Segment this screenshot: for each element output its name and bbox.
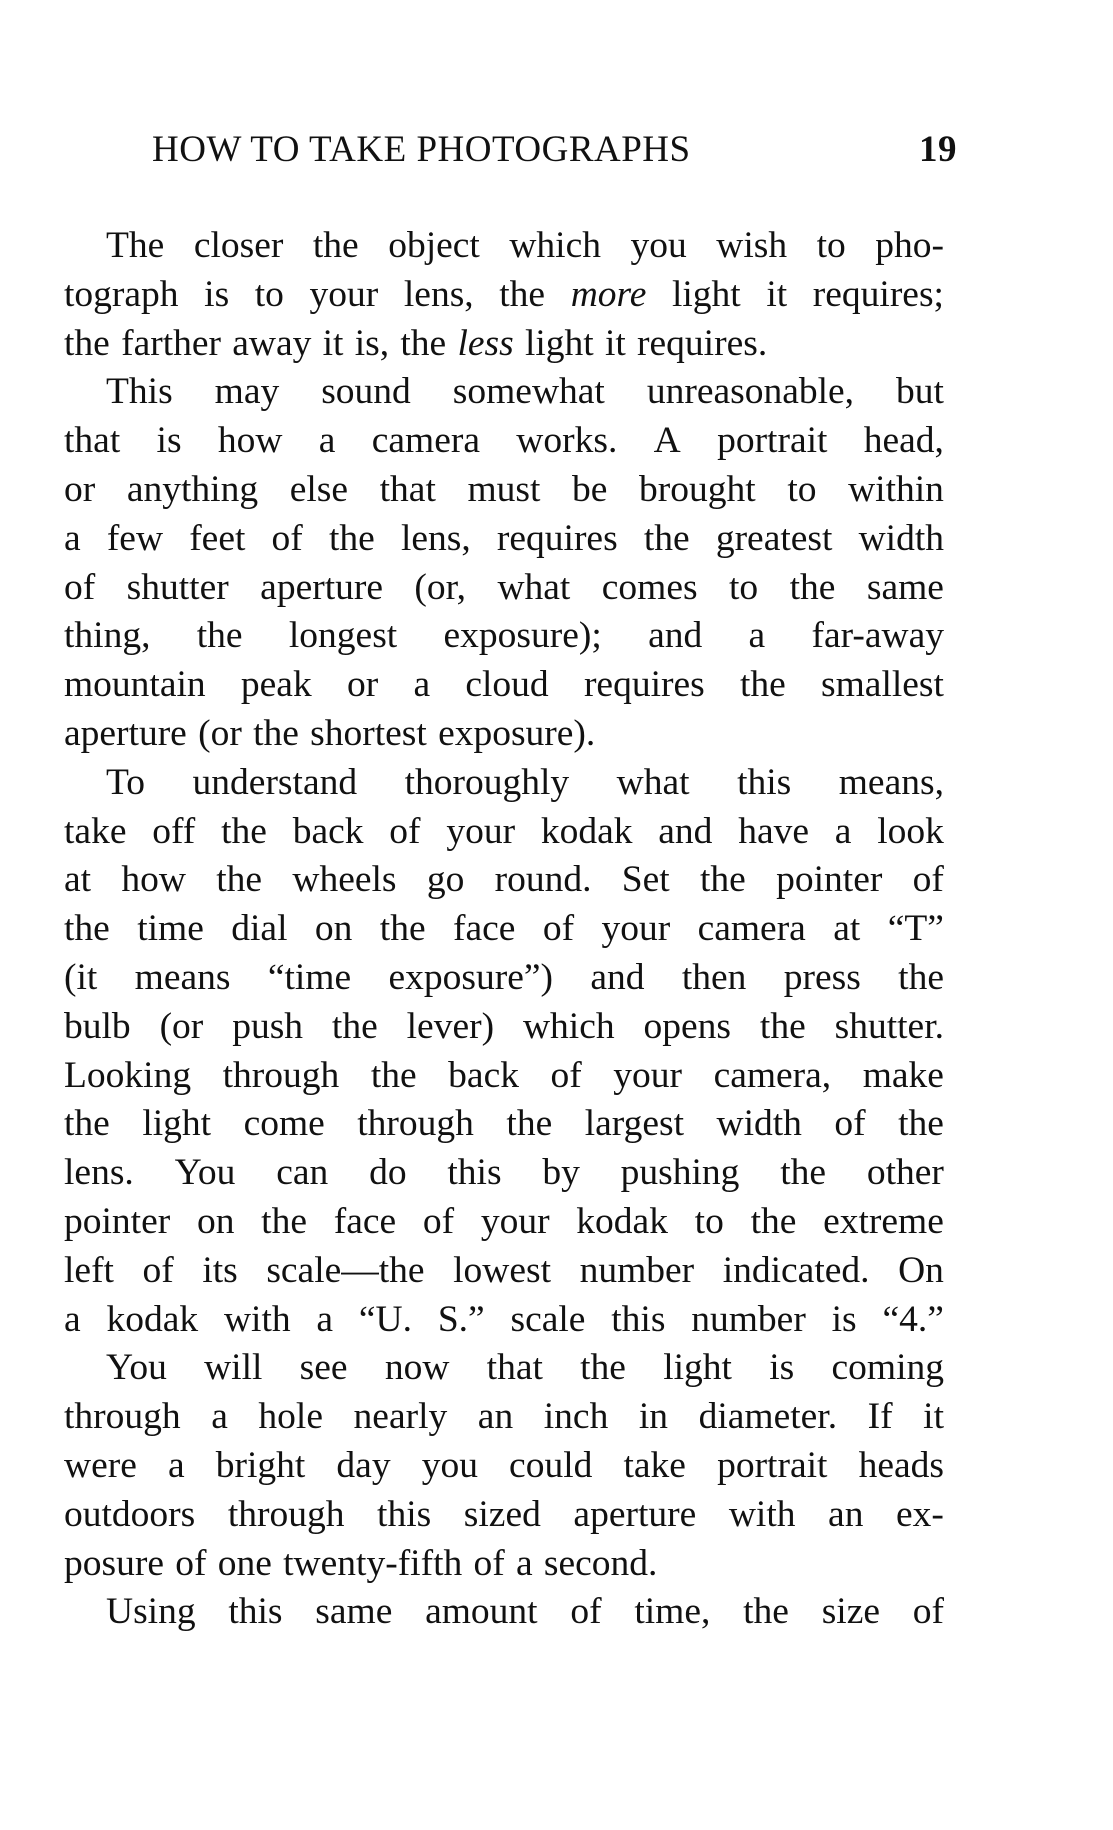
word: see bbox=[299, 1347, 348, 1389]
word: bright bbox=[215, 1444, 306, 1486]
text-line bbox=[64, 1247, 944, 1296]
word: comes bbox=[601, 566, 698, 608]
word: come bbox=[243, 1103, 325, 1145]
word: kodak bbox=[540, 810, 633, 852]
word: requires bbox=[496, 517, 618, 559]
word: then bbox=[681, 956, 747, 998]
word: light bbox=[142, 1103, 212, 1145]
text-line bbox=[64, 612, 944, 661]
text-line bbox=[64, 759, 944, 808]
word: Using bbox=[106, 1591, 196, 1633]
text-line bbox=[64, 661, 944, 710]
word: this bbox=[228, 1591, 283, 1633]
word: a bbox=[834, 810, 852, 852]
word: “time bbox=[267, 956, 352, 998]
word: how bbox=[217, 420, 283, 462]
word: face bbox=[333, 1200, 397, 1242]
word: the bbox=[743, 1591, 789, 1633]
text-line bbox=[64, 1003, 944, 1052]
word: Looking bbox=[64, 1054, 192, 1096]
word: object bbox=[388, 225, 480, 266]
word: more bbox=[570, 273, 647, 315]
word: through bbox=[64, 1396, 181, 1438]
word: and bbox=[590, 956, 645, 998]
word: “4.” bbox=[882, 1298, 944, 1340]
word: a bbox=[413, 664, 431, 706]
text-line bbox=[64, 1052, 944, 1101]
word: your bbox=[613, 1054, 683, 1096]
word: do bbox=[369, 1152, 407, 1194]
word: of bbox=[271, 517, 303, 559]
word: is bbox=[831, 1298, 857, 1340]
word: requires bbox=[583, 664, 705, 706]
word: same bbox=[315, 1591, 393, 1633]
word: this bbox=[377, 1493, 432, 1535]
word: means, bbox=[838, 761, 944, 803]
word: You bbox=[106, 1347, 167, 1389]
word: camera, bbox=[713, 1054, 832, 1096]
word: the bbox=[580, 1347, 626, 1389]
word: smallest bbox=[821, 664, 944, 706]
word: hole bbox=[258, 1396, 323, 1438]
page-header bbox=[152, 128, 962, 178]
word: face bbox=[453, 908, 516, 950]
word: pointer bbox=[776, 859, 883, 901]
word: a bbox=[64, 517, 81, 559]
word: of bbox=[64, 566, 96, 608]
word: shortest bbox=[310, 712, 427, 754]
word: through bbox=[227, 1493, 345, 1535]
text-line bbox=[64, 710, 944, 759]
word: the bbox=[700, 859, 746, 901]
text-line bbox=[64, 1491, 944, 1540]
word: in bbox=[638, 1396, 669, 1438]
word: posure bbox=[64, 1542, 164, 1584]
word: to bbox=[254, 273, 284, 315]
word: else bbox=[289, 468, 349, 510]
word: you bbox=[630, 225, 687, 266]
word: coming bbox=[831, 1347, 944, 1389]
word: take bbox=[623, 1444, 686, 1486]
text-line bbox=[64, 1100, 944, 1149]
word: left bbox=[64, 1249, 114, 1291]
word: other bbox=[866, 1152, 944, 1194]
word: bulb bbox=[64, 1005, 131, 1047]
word: kodak bbox=[106, 1298, 199, 1340]
text-line bbox=[64, 1296, 944, 1345]
word: works. bbox=[516, 420, 618, 462]
text-line bbox=[64, 515, 944, 564]
word: its bbox=[202, 1249, 238, 1291]
word: your bbox=[446, 810, 516, 852]
word: the bbox=[898, 1103, 944, 1145]
word: means bbox=[134, 956, 231, 998]
word: or bbox=[346, 664, 379, 706]
word: which bbox=[522, 1005, 615, 1047]
word: width bbox=[716, 1103, 802, 1145]
word: heads bbox=[858, 1444, 944, 1486]
word: width bbox=[858, 517, 944, 559]
word: to bbox=[816, 225, 846, 266]
word: your bbox=[601, 908, 671, 950]
word: the bbox=[370, 1054, 417, 1096]
word: camera bbox=[371, 420, 480, 462]
word: that bbox=[379, 468, 436, 510]
text-line bbox=[64, 222, 944, 271]
word: same bbox=[866, 566, 944, 608]
word: light bbox=[663, 1347, 732, 1389]
word: kodak bbox=[576, 1200, 668, 1242]
word: brought bbox=[639, 468, 756, 510]
word: lens, bbox=[400, 517, 471, 559]
word: inch bbox=[543, 1396, 609, 1438]
word: farther bbox=[121, 322, 221, 364]
text-line bbox=[64, 1588, 944, 1637]
word: far-away bbox=[811, 615, 944, 657]
word: head, bbox=[863, 420, 944, 462]
word: to bbox=[729, 566, 759, 608]
word: the bbox=[64, 322, 110, 364]
word: away bbox=[232, 322, 312, 364]
word: the bbox=[643, 517, 690, 559]
word: press bbox=[783, 956, 861, 998]
word: less bbox=[457, 322, 514, 364]
word: camera bbox=[697, 908, 806, 950]
text-line bbox=[64, 368, 944, 417]
word: extreme bbox=[823, 1200, 944, 1242]
word: with bbox=[728, 1493, 796, 1535]
word: a bbox=[211, 1396, 228, 1438]
word: the bbox=[789, 566, 836, 608]
word: of bbox=[389, 810, 421, 852]
word: pho- bbox=[875, 225, 944, 266]
word: (it bbox=[64, 956, 98, 998]
word: your bbox=[480, 1200, 550, 1242]
word: ex- bbox=[896, 1493, 944, 1535]
word: and bbox=[658, 810, 713, 852]
word: greatest bbox=[715, 517, 833, 559]
word: exposure); bbox=[443, 615, 602, 657]
word: what bbox=[497, 566, 571, 608]
word: the bbox=[759, 1005, 806, 1047]
word: exposure). bbox=[438, 712, 596, 754]
word: were bbox=[64, 1444, 137, 1486]
word: thoroughly bbox=[404, 761, 570, 803]
word: indicated. bbox=[722, 1249, 870, 1291]
word: time bbox=[137, 908, 204, 950]
word: nearly bbox=[353, 1396, 448, 1438]
word: exposure”) bbox=[388, 956, 553, 998]
word: the bbox=[499, 273, 546, 315]
word: the bbox=[261, 1200, 307, 1242]
word: round. bbox=[494, 859, 592, 901]
text-line bbox=[64, 564, 944, 613]
word: lens. bbox=[64, 1152, 134, 1194]
word: you bbox=[421, 1444, 478, 1486]
text-line bbox=[64, 1442, 944, 1491]
word: to bbox=[787, 468, 817, 510]
word: wish bbox=[716, 225, 788, 266]
word: can bbox=[276, 1152, 329, 1194]
running-title: HOW TO TAKE PHOTOGRAPHS bbox=[152, 129, 691, 170]
word: the bbox=[253, 712, 299, 754]
word: To bbox=[106, 761, 146, 803]
text-line bbox=[64, 1149, 944, 1198]
word: opens bbox=[643, 1005, 732, 1047]
word: by bbox=[542, 1152, 580, 1194]
word: peak bbox=[240, 664, 312, 706]
word: the bbox=[400, 322, 447, 364]
word: time, bbox=[634, 1591, 711, 1633]
word: go bbox=[426, 859, 465, 901]
word: this bbox=[611, 1298, 666, 1340]
word: that bbox=[486, 1347, 543, 1389]
word: second. bbox=[543, 1542, 658, 1584]
word: If bbox=[867, 1396, 893, 1438]
text-line bbox=[64, 466, 944, 515]
word: is bbox=[204, 273, 230, 315]
word: the bbox=[506, 1103, 553, 1145]
word: a bbox=[318, 420, 336, 462]
word: it bbox=[604, 322, 626, 364]
word: diameter. bbox=[698, 1396, 838, 1438]
word: on bbox=[314, 908, 353, 950]
word: requires; bbox=[812, 273, 944, 315]
text-line bbox=[64, 905, 944, 954]
word: anything bbox=[126, 468, 259, 510]
word: portrait bbox=[717, 1444, 828, 1486]
word: through bbox=[222, 1054, 340, 1096]
word: the bbox=[216, 859, 263, 901]
word: the bbox=[780, 1152, 827, 1194]
text-line bbox=[64, 808, 944, 857]
word: shutter. bbox=[834, 1005, 944, 1047]
text-line bbox=[64, 417, 944, 466]
word: an bbox=[828, 1493, 864, 1535]
word: the bbox=[739, 664, 786, 706]
word: at bbox=[64, 859, 92, 901]
word: A bbox=[653, 420, 681, 462]
word: of bbox=[912, 859, 944, 901]
word: must bbox=[467, 468, 541, 510]
word: number bbox=[691, 1298, 806, 1340]
text-line bbox=[64, 1540, 944, 1589]
word: outdoors bbox=[64, 1493, 196, 1535]
word: light bbox=[671, 273, 741, 315]
word: the bbox=[312, 225, 359, 266]
word: feet bbox=[189, 517, 246, 559]
word: and bbox=[648, 615, 703, 657]
word: a bbox=[167, 1444, 185, 1486]
word: You bbox=[174, 1152, 236, 1194]
word: which bbox=[509, 225, 601, 266]
word: could bbox=[509, 1444, 593, 1486]
text-line bbox=[64, 1344, 944, 1393]
word: make bbox=[862, 1054, 944, 1096]
word: look bbox=[877, 810, 944, 852]
word: an bbox=[477, 1396, 514, 1438]
word: (or, bbox=[414, 566, 467, 608]
word: pointer bbox=[64, 1200, 171, 1242]
page-number: 19 bbox=[919, 129, 957, 170]
word: this bbox=[447, 1152, 502, 1194]
word: scale—the bbox=[266, 1249, 425, 1291]
word: the bbox=[331, 1005, 378, 1047]
word: but bbox=[896, 371, 944, 413]
word: the bbox=[221, 810, 267, 852]
word: the bbox=[64, 1103, 110, 1145]
word: a bbox=[64, 1298, 81, 1340]
word: how bbox=[121, 859, 186, 901]
word: shutter bbox=[126, 566, 229, 608]
word: the bbox=[750, 1200, 797, 1242]
word: Set bbox=[621, 859, 670, 901]
word: sound bbox=[321, 371, 411, 413]
word: “U. bbox=[358, 1298, 412, 1340]
word: of bbox=[912, 1591, 944, 1633]
word: somewhat bbox=[452, 371, 605, 413]
word: tograph bbox=[64, 273, 179, 315]
word: one bbox=[217, 1542, 272, 1584]
word: it bbox=[923, 1396, 944, 1438]
word: aperture bbox=[64, 712, 187, 754]
word: “T” bbox=[887, 908, 944, 950]
word: unreasonable, bbox=[646, 371, 855, 413]
word: it bbox=[322, 322, 344, 364]
word: scale bbox=[510, 1298, 586, 1340]
word: of bbox=[473, 1542, 505, 1584]
word: lever) bbox=[406, 1005, 495, 1047]
word: take bbox=[64, 810, 127, 852]
word: back bbox=[448, 1054, 519, 1096]
word: The bbox=[106, 225, 165, 266]
word: the bbox=[196, 615, 243, 657]
word: this bbox=[737, 761, 792, 803]
word: on bbox=[196, 1200, 235, 1242]
word: a bbox=[748, 615, 766, 657]
word: now bbox=[384, 1347, 450, 1389]
word: light bbox=[524, 322, 594, 364]
word: S.” bbox=[437, 1298, 485, 1340]
word: number bbox=[579, 1249, 695, 1291]
text-line bbox=[64, 1198, 944, 1247]
word: On bbox=[898, 1249, 944, 1291]
word: is bbox=[769, 1347, 795, 1389]
word: portrait bbox=[717, 420, 828, 462]
word: of bbox=[542, 908, 575, 950]
word: twenty-fifth bbox=[283, 1542, 463, 1584]
word: cloud bbox=[465, 664, 549, 706]
word: the bbox=[64, 908, 110, 950]
word: pushing bbox=[620, 1152, 740, 1194]
word: largest bbox=[584, 1103, 685, 1145]
word: a bbox=[516, 1542, 533, 1584]
word: push bbox=[232, 1005, 304, 1047]
word: is, bbox=[354, 322, 390, 364]
word: through bbox=[357, 1103, 474, 1145]
word: few bbox=[106, 517, 164, 559]
word: of bbox=[834, 1103, 866, 1145]
word: (or bbox=[198, 712, 242, 754]
word: a bbox=[316, 1298, 334, 1340]
word: within bbox=[848, 468, 944, 510]
word: or bbox=[64, 468, 96, 510]
word: will bbox=[204, 1347, 263, 1389]
word: wheels bbox=[292, 859, 397, 901]
word: day bbox=[336, 1444, 391, 1486]
body-text bbox=[64, 222, 944, 1637]
word: the bbox=[379, 908, 426, 950]
word: aperture bbox=[260, 566, 383, 608]
word: dial bbox=[231, 908, 288, 950]
word: of bbox=[142, 1249, 174, 1291]
word: have bbox=[738, 810, 810, 852]
word: aperture bbox=[573, 1493, 697, 1535]
word: of bbox=[550, 1054, 582, 1096]
word: your bbox=[309, 273, 379, 315]
word: it bbox=[766, 273, 788, 315]
word: of bbox=[175, 1542, 207, 1584]
word: of bbox=[570, 1591, 602, 1633]
text-line bbox=[64, 954, 944, 1003]
word: mountain bbox=[64, 664, 206, 706]
word: of bbox=[422, 1200, 455, 1242]
word: what bbox=[616, 761, 690, 803]
word: requires. bbox=[637, 322, 768, 364]
word: (or bbox=[159, 1005, 204, 1047]
word: This bbox=[106, 371, 173, 413]
word: may bbox=[214, 371, 280, 413]
word: that bbox=[64, 420, 121, 462]
text-line bbox=[64, 856, 944, 905]
word: the bbox=[328, 517, 375, 559]
text-line bbox=[64, 1393, 944, 1442]
word: longest bbox=[288, 615, 398, 657]
word: at bbox=[833, 908, 861, 950]
text-line bbox=[64, 271, 944, 320]
word: is bbox=[156, 420, 182, 462]
word: lowest bbox=[453, 1249, 552, 1291]
word: amount bbox=[425, 1591, 538, 1633]
word: lens, bbox=[403, 273, 474, 315]
word: to bbox=[694, 1200, 724, 1242]
word: understand bbox=[192, 761, 358, 803]
word: closer bbox=[193, 225, 284, 266]
word: with bbox=[223, 1298, 291, 1340]
word: thing, bbox=[64, 615, 151, 657]
word: sized bbox=[463, 1493, 541, 1535]
word: off bbox=[152, 810, 196, 852]
word: back bbox=[292, 810, 364, 852]
word: be bbox=[572, 468, 608, 510]
text-line bbox=[64, 320, 944, 369]
word: size bbox=[821, 1591, 880, 1633]
word: the bbox=[898, 956, 944, 998]
